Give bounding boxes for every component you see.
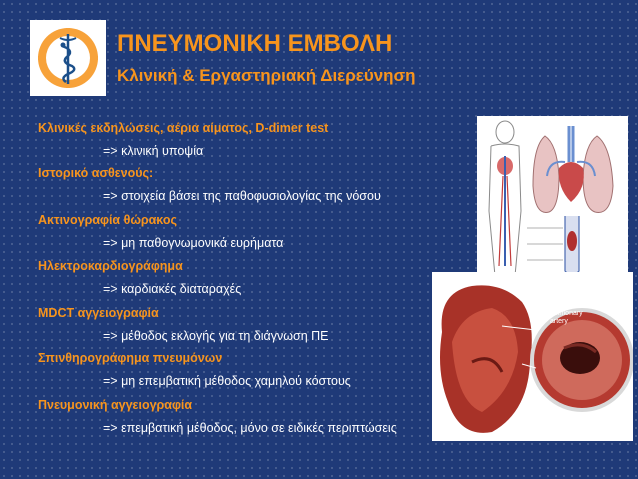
item-desc-ecg: => καρδιακές διαταραχές [103,282,242,296]
item-title-xray: Ακτινογραφία θώρακος [38,213,178,227]
item-desc-history: => στοιχεία βάσει της παθοφυσιολογίας της νόσου [103,189,381,203]
item-desc-clinical: => κλινική υποψία [103,144,204,158]
item-title-ecg: Ηλεκτροκαρδιογράφημα [38,259,183,273]
page-subtitle: Κλινική & Εργαστηριακή Διερεύνηση [117,66,416,85]
item-desc-scintigraphy: => μη επεμβατική μέθοδος χαμηλού κόστους [103,374,351,388]
item-title-history: Ιστορικό ασθενούς: [38,166,154,180]
lung-clot-icon [432,272,633,441]
medical-logo [30,20,106,96]
item-desc-angiography: => επεμβατική μέθοδος, μόνο σε ειδικές περιπτώσεις [103,421,397,435]
item-title-mdct: MDCT αγγειογραφία [38,306,159,320]
lung-figure-label: Blood clots in pulmonary artery [550,302,592,325]
item-desc-mdct: => μέθοδος εκλογής για τη διάγνωση ΠΕ [103,329,329,343]
item-title-angiography: Πνευμονική αγγειογραφία [38,398,193,412]
caduceus-icon [30,20,106,96]
anatomy-illustration [477,116,628,281]
body-vessels-icon [477,116,628,281]
page-title: ΠΝΕΥΜΟΝΙΚΗ ΕΜΒΟΛΗ [117,30,393,57]
item-desc-xray: => μη παθογνωμονικά ευρήματα [103,236,284,250]
lung-specimen-photo [432,272,633,441]
item-title-scintigraphy: Σπινθηρογράφημα πνευμόνων [38,351,223,365]
item-title-clinical: Κλινικές εκδηλώσεις, αέρια αίματος, D-dimer test [38,121,329,135]
